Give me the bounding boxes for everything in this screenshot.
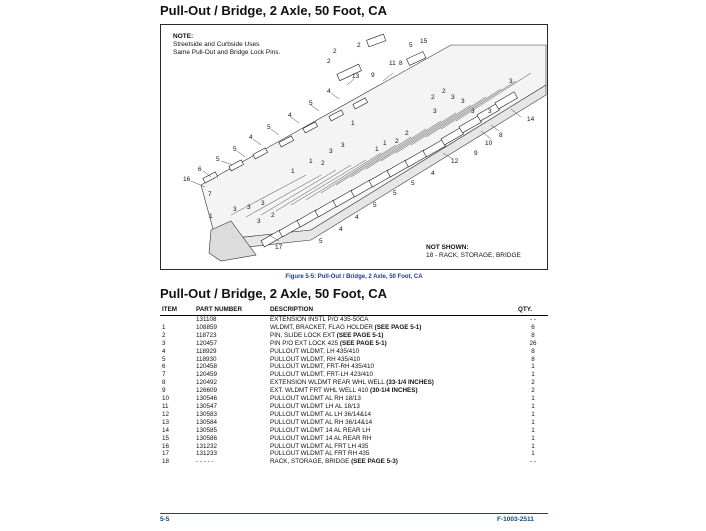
note-line: Same Pull-Out and Bridge Lock Pins.: [173, 49, 281, 56]
note-heading: NOTE:: [173, 33, 194, 40]
cell-qty: 1: [531, 410, 535, 418]
cell-part-number: 120459: [196, 371, 218, 379]
table-row: [160, 316, 548, 324]
cell-part-number: 130586: [196, 434, 218, 442]
svg-text:3: 3: [509, 78, 513, 85]
svg-text:16: 16: [183, 176, 191, 183]
svg-text:4: 4: [355, 214, 359, 221]
cell-item: 17: [162, 450, 170, 458]
description-text: PULLOUT WLDMT 14 AL REAR RH: [270, 434, 372, 442]
table-row: [160, 395, 548, 403]
svg-text:2: 2: [395, 138, 399, 145]
svg-text:2: 2: [333, 48, 337, 55]
cell-description: [270, 419, 518, 427]
table-row: [160, 340, 548, 348]
cell-description: [270, 387, 518, 395]
cell-qty: 8: [531, 331, 535, 339]
table-row: [160, 419, 548, 427]
cell-qty: 6: [531, 323, 535, 331]
cell-qty: 8: [531, 355, 535, 363]
table-row: [160, 450, 548, 458]
svg-text:1: 1: [375, 146, 379, 153]
column-header-description: DESCRIPTION: [270, 305, 518, 316]
figure-note: [173, 33, 280, 57]
cell-part-number: 120492: [196, 379, 218, 387]
cell-item: 3: [162, 339, 166, 347]
cell-part-number: 131232: [196, 442, 218, 450]
svg-text:6: 6: [198, 166, 202, 173]
svg-text:5: 5: [393, 190, 397, 197]
svg-text:2: 2: [405, 130, 409, 137]
cell-qty: 1: [531, 402, 535, 410]
cell-item: 4: [162, 347, 166, 355]
description-text: EXTENSION INSTL P/O 435-50CA: [270, 316, 369, 323]
svg-text:3: 3: [329, 148, 333, 155]
svg-text:11: 11: [389, 60, 396, 67]
svg-text:1: 1: [209, 213, 213, 220]
cell-qty: 1: [531, 442, 535, 450]
cell-part-number: 131108: [196, 316, 217, 323]
svg-text:17: 17: [275, 244, 283, 251]
cell-description: [270, 435, 518, 443]
svg-text:4: 4: [339, 226, 343, 233]
svg-text:2: 2: [271, 212, 275, 219]
cell-part-number: 108859: [196, 323, 218, 331]
cell-part-number: 118723: [196, 331, 217, 339]
cell-description: [270, 443, 518, 451]
table-row: [160, 411, 548, 419]
svg-text:5: 5: [233, 146, 237, 153]
svg-text:10: 10: [485, 140, 493, 147]
cell-description: [270, 379, 518, 387]
description-text: PIN P/O EXT LOCK 425: [270, 339, 340, 347]
cell-description: [270, 395, 518, 403]
svg-text:1: 1: [309, 158, 313, 165]
cell-part-number: 130546: [196, 395, 218, 403]
svg-text:3: 3: [433, 108, 437, 115]
cell-qty: - -: [530, 458, 536, 466]
svg-text:5: 5: [216, 156, 220, 163]
svg-text:9: 9: [474, 150, 478, 157]
column-header-part-number: PART NUMBER: [196, 305, 270, 316]
cell-qty: 1: [531, 363, 535, 371]
svg-text:1: 1: [383, 140, 387, 147]
svg-text:9: 9: [371, 72, 375, 79]
table-header-row: [160, 305, 548, 316]
cell-item: 10: [162, 395, 170, 403]
description-text: PULLOUT WLDMT, RH 435/410: [270, 355, 361, 363]
svg-text:4: 4: [249, 134, 253, 141]
table-row: [160, 443, 548, 451]
parts-table: [160, 305, 548, 466]
cell-item: [160, 316, 196, 324]
svg-text:3: 3: [257, 218, 261, 225]
svg-text:1: 1: [351, 120, 355, 127]
cell-description: [270, 348, 518, 356]
cell-description: [270, 356, 518, 364]
description-reference: (33-1/4 INCHES): [386, 379, 434, 387]
cell-qty: 1: [531, 434, 535, 442]
cell-part-number: 120457: [196, 339, 218, 347]
cell-item: 7: [162, 371, 166, 379]
table-row: [160, 356, 548, 364]
trailer-exploded-drawing: [161, 25, 549, 271]
description-text: PULLOUT WLDMT, LH 435/410: [270, 347, 360, 355]
svg-text:5: 5: [267, 124, 271, 131]
svg-text:4: 4: [327, 88, 331, 95]
svg-text:3: 3: [461, 98, 465, 105]
cell-description: [270, 332, 518, 340]
cell-item: 18: [162, 458, 170, 466]
table-row: [160, 324, 548, 332]
cell-description: [270, 316, 518, 324]
not-shown-heading: NOT SHOWN:: [426, 244, 469, 251]
cell-item: 15: [162, 434, 170, 442]
cell-item: 16: [162, 442, 170, 450]
description-text: RACK, STORAGE, BRIDGE: [270, 458, 352, 466]
not-shown-note: [426, 244, 521, 260]
footer-rule: [160, 513, 548, 514]
description-reference: (SEE PAGE 5-3): [351, 458, 398, 466]
table-row: [160, 435, 548, 443]
svg-text:3: 3: [233, 206, 237, 213]
cell-description: [270, 411, 518, 419]
cell-item: 12: [162, 410, 170, 418]
cell-item: 13: [162, 418, 170, 426]
svg-text:4: 4: [288, 112, 292, 119]
svg-text:4: 4: [431, 170, 435, 177]
description-text: PULLOUT WLDMT, FRT-RH 435/410: [270, 363, 375, 371]
cell-item: 2: [162, 331, 166, 339]
cell-part-number: 130584: [196, 418, 218, 426]
table-row: [160, 371, 548, 379]
svg-text:2: 2: [431, 94, 435, 101]
column-header-qty: QTY.: [518, 305, 548, 316]
cell-qty: 1: [531, 371, 535, 379]
cell-description: [270, 324, 518, 332]
svg-text:3: 3: [488, 108, 492, 115]
svg-text:14: 14: [527, 116, 535, 123]
cell-item: 14: [162, 426, 170, 434]
figure-caption: Figure 5-5: Pull-Out / Bridge, 2 Axle, 50 Foot, CA: [285, 274, 423, 280]
description-reference: (SEE PAGE 5-1): [336, 331, 384, 339]
cell-qty: 1: [531, 450, 535, 458]
cell-qty: 1: [531, 426, 535, 434]
description-text: EXT. WLDMT FRT WHL WELL 410: [270, 387, 370, 395]
description-text: PIN, SLIDE LOCK EXT: [270, 331, 337, 339]
cell-description: [270, 363, 518, 371]
cell-part-number: - - - - -: [196, 458, 214, 466]
svg-text:5: 5: [409, 42, 413, 49]
table-row: [160, 427, 548, 435]
cell-qty: 2: [531, 379, 535, 387]
svg-text:2: 2: [357, 42, 361, 49]
note-line: Streetside and Curbside Uses: [173, 41, 260, 48]
svg-text:13: 13: [352, 73, 360, 80]
svg-text:3: 3: [341, 142, 345, 149]
parts-list-title: Pull-Out / Bridge, 2 Axle, 50 Foot, CA: [160, 286, 388, 301]
cell-qty: 1: [531, 395, 535, 403]
cell-part-number: 126609: [196, 387, 218, 395]
svg-text:3: 3: [471, 108, 475, 115]
cell-part-number: 118929: [196, 347, 217, 355]
svg-text:2: 2: [321, 160, 325, 167]
svg-text:3: 3: [451, 94, 455, 101]
table-row: [160, 458, 548, 466]
cell-description: [270, 403, 518, 411]
description-text: EXTENSION WLDMT REAR WHL WELL: [270, 379, 387, 387]
description-text: PULLOUT WLDMT, FRT-LH 423/410: [270, 371, 374, 379]
cell-description: [270, 427, 518, 435]
svg-text:5: 5: [373, 202, 377, 209]
cell-qty: 2: [531, 387, 535, 395]
cell-qty: - -: [530, 316, 536, 323]
svg-text:8: 8: [399, 60, 403, 67]
svg-text:15: 15: [420, 38, 428, 45]
cell-part-number: 130585: [196, 426, 218, 434]
table-row: [160, 348, 548, 356]
table-row: [160, 387, 548, 395]
svg-text:5: 5: [411, 180, 415, 187]
cell-part-number: 130583: [196, 410, 218, 418]
cell-qty: 1: [531, 418, 535, 426]
page-number: 5-5: [160, 516, 170, 523]
svg-text:1: 1: [291, 168, 295, 175]
svg-text:2: 2: [327, 58, 331, 65]
svg-text:2: 2: [442, 88, 446, 95]
cell-qty: 26: [529, 339, 537, 347]
cell-item: 5: [162, 355, 166, 363]
description-text: PULLOUT WLDMT AL LH 36/14&14: [270, 410, 372, 418]
cell-part-number: 120458: [196, 363, 218, 371]
document-number: F-1003-2511: [497, 516, 534, 523]
not-shown-item: 18 - RACK, STORAGE, BRIDGE: [426, 252, 521, 259]
description-text: PULLOUT WLDMT AL RH 18/13: [270, 395, 361, 403]
cell-item: 8: [162, 379, 166, 387]
cell-qty: 8: [531, 347, 535, 355]
description-text: PULLOUT WLDMT AL RH 36/14&14: [270, 418, 373, 426]
description-reference: (SEE PAGE 5-1): [374, 323, 422, 331]
table-row: [160, 363, 548, 371]
cell-item: 11: [162, 402, 169, 410]
svg-text:3: 3: [247, 204, 251, 211]
table-row: [160, 403, 548, 411]
description-reference: (SEE PAGE 5-1): [339, 339, 387, 347]
cell-part-number: 131233: [196, 450, 218, 458]
table-row: [160, 379, 548, 387]
svg-text:3: 3: [261, 200, 265, 207]
cell-description: [270, 340, 518, 348]
svg-text:8: 8: [499, 132, 503, 139]
cell-part-number: 118930: [196, 355, 217, 363]
column-header-item: ITEM: [160, 305, 196, 316]
description-text: PULLOUT WLDMT 14 AL REAR LH: [270, 426, 371, 434]
description-text: PULLOUT WLDMT AL FRT LH 435: [270, 442, 369, 450]
description-text: PULLOUT WLDMT AL FRT RH 435: [270, 450, 370, 458]
cell-description: [270, 458, 518, 466]
cell-description: [270, 371, 518, 379]
svg-text:7: 7: [208, 191, 212, 198]
description-text: WLDMT, BRACKET, FLAG HOLDER: [270, 323, 375, 331]
cell-item: 9: [162, 387, 166, 395]
cell-item: 6: [162, 363, 166, 371]
svg-text:12: 12: [451, 158, 459, 165]
cell-description: [270, 450, 518, 458]
description-reference: (30-1/4 INCHES): [369, 387, 418, 395]
svg-text:5: 5: [309, 100, 313, 107]
cell-item: 1: [162, 323, 166, 331]
page-title: Pull-Out / Bridge, 2 Axle, 50 Foot, CA: [160, 3, 388, 18]
description-text: PULLOUT WLDMT LH AL 18/13: [270, 402, 360, 410]
cell-part-number: 130547: [196, 402, 218, 410]
svg-text:5: 5: [319, 238, 323, 245]
table-row: [160, 332, 548, 340]
figure-illustration: [160, 24, 548, 270]
